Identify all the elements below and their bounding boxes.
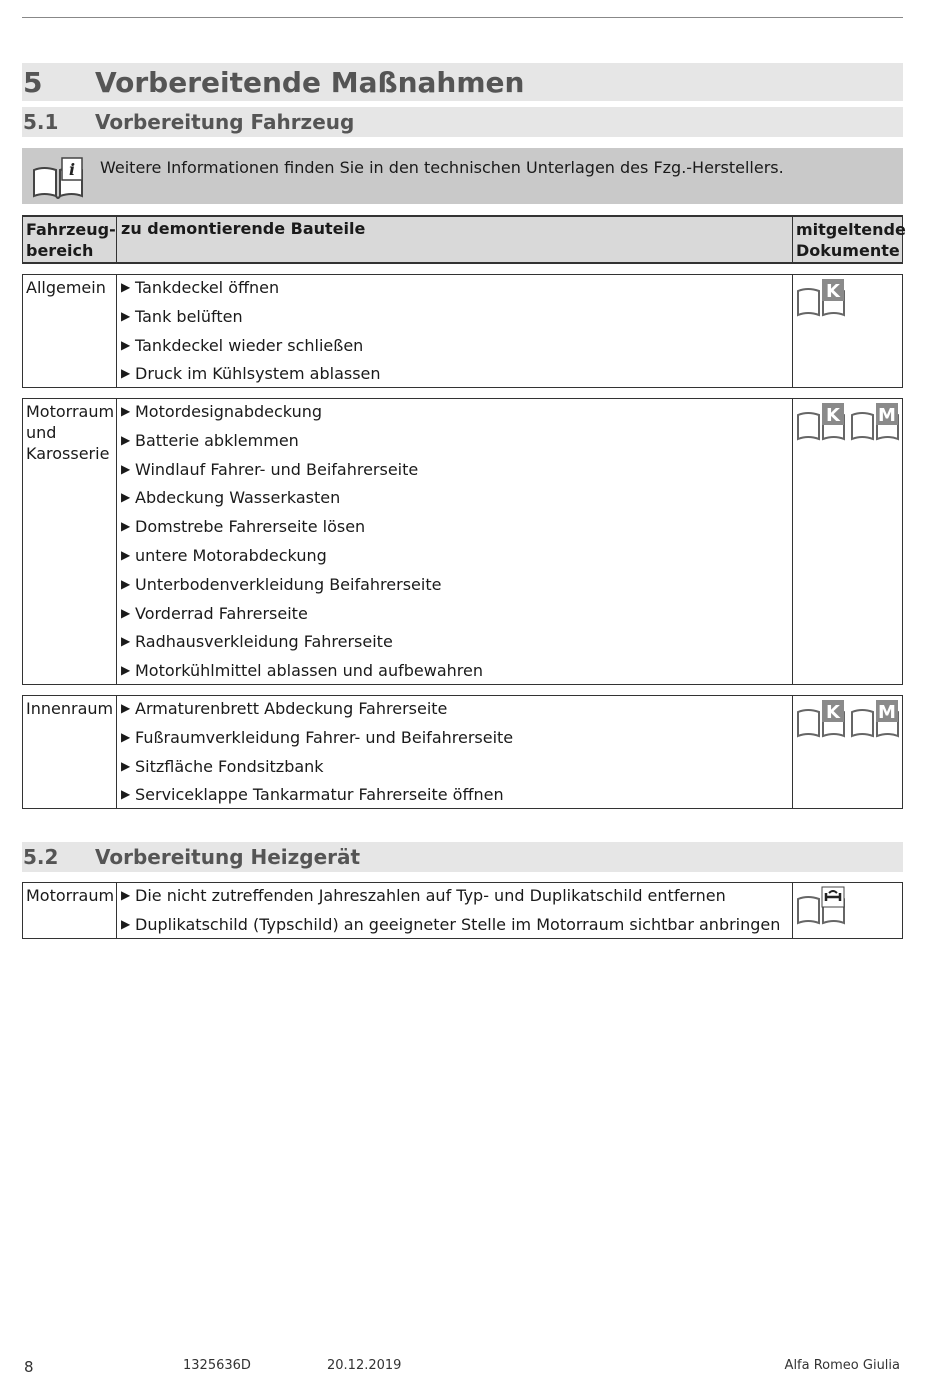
subsection-title: Vorbereitung Heizgerät	[95, 845, 361, 869]
row-area: Innenraum	[23, 696, 117, 808]
bullet-arrow-icon: ▶	[121, 547, 131, 562]
list-item	[121, 363, 792, 392]
item-text: Duplikatschild (Typschild) an geeigneter Stelle im Motorraum sichtbar anbringen	[135, 914, 781, 934]
doc-letter: K	[826, 405, 840, 426]
top-rule	[22, 17, 903, 18]
list-item	[121, 487, 792, 516]
subsection-title: Vorbereitung Fahrzeug	[95, 110, 355, 134]
subsection-number: 5.1	[23, 110, 59, 134]
bullet-arrow-icon: ▶	[121, 461, 131, 476]
bullet-arrow-icon: ▶	[121, 758, 131, 773]
document-date: 20.12.2019	[327, 1358, 402, 1373]
list-item	[121, 306, 792, 335]
list-item	[121, 756, 792, 785]
doc-letter: K	[826, 702, 840, 723]
row-area: Allgemein	[23, 275, 117, 387]
row-docs	[793, 399, 902, 684]
doc-letter: K	[826, 281, 840, 302]
item-text: Windlauf Fahrer- und Beifahrerseite	[135, 459, 419, 479]
bullet-arrow-icon: ▶	[121, 519, 131, 534]
list-item	[121, 603, 792, 632]
item-text: Tankdeckel öffnen	[135, 278, 280, 297]
item-text: Tankdeckel wieder schließen	[135, 335, 364, 355]
list-item	[121, 459, 792, 488]
list-item	[121, 885, 792, 914]
list-item	[121, 516, 792, 545]
subsection-number: 5.2	[23, 845, 59, 869]
item-text: untere Motorabdeckung	[135, 545, 327, 565]
row-area: Motorraum	[23, 883, 117, 938]
bullet-arrow-icon: ▶	[121, 490, 131, 505]
table-row	[22, 398, 903, 685]
doc-letter: M	[878, 405, 896, 426]
manual-m-icon	[850, 698, 900, 740]
item-text: Die nicht zutreffenden Jahreszahlen auf Typ- und Duplikatschild entfernen	[135, 886, 726, 905]
table-header	[22, 215, 906, 264]
bullet-arrow-icon: ▶	[121, 787, 131, 802]
row-docs	[793, 883, 902, 938]
list-item	[121, 727, 792, 756]
row-area: Motorraum und Karosserie	[23, 399, 117, 684]
bullet-arrow-icon: ▶	[121, 432, 131, 447]
manual-m-icon	[850, 401, 900, 443]
bullet-arrow-icon: ▶	[121, 663, 131, 678]
doc-letter: M	[878, 702, 896, 723]
item-text: Armaturenbrett Abdeckung Fahrerseite	[135, 699, 448, 718]
list-item	[121, 914, 792, 943]
page-number: 8	[24, 1358, 34, 1376]
row-docs	[793, 275, 902, 387]
list-item	[121, 784, 792, 813]
list-item	[121, 277, 792, 306]
section-heading	[22, 63, 903, 101]
item-text: Motordesignabdeckung	[135, 402, 322, 421]
bullet-arrow-icon: ▶	[121, 729, 131, 744]
list-item	[121, 401, 792, 430]
list-item	[121, 335, 792, 364]
item-text: Tank belüften	[135, 306, 243, 326]
list-item	[121, 660, 792, 689]
list-item	[121, 574, 792, 603]
table-row	[22, 274, 903, 388]
bullet-arrow-icon: ▶	[121, 888, 131, 902]
bullet-arrow-icon: ▶	[121, 701, 131, 715]
bullet-arrow-icon: ▶	[121, 916, 131, 931]
row-items	[117, 399, 793, 684]
list-item	[121, 698, 792, 727]
bullet-arrow-icon: ▶	[121, 404, 131, 418]
note-text: Weitere Informationen finden Sie in den technischen Unterlagen des Fzg.-Herstellers.	[100, 158, 784, 177]
row-items	[117, 275, 793, 387]
svg-text:i: i	[68, 160, 76, 179]
table-row	[22, 882, 903, 939]
item-text: Unterbodenverkleidung Beifahrerseite	[135, 574, 442, 594]
info-book-icon	[32, 156, 84, 200]
item-text: Druck im Kühlsystem ablassen	[135, 364, 381, 384]
bullet-arrow-icon: ▶	[121, 337, 131, 352]
header-docs: mitgeltende Dokumente	[796, 220, 906, 260]
bullet-arrow-icon: ▶	[121, 308, 131, 323]
item-text: Domstrebe Fahrerseite lösen	[135, 517, 366, 537]
subsection-heading-1	[22, 107, 903, 137]
header-area: Fahrzeug- bereich	[23, 217, 117, 262]
item-text: Motorkühlmittel ablassen und aufbewahren	[135, 661, 483, 681]
item-text: Batterie abklemmen	[135, 430, 299, 450]
row-docs	[793, 696, 902, 808]
bullet-arrow-icon: ▶	[121, 576, 131, 591]
manual-k-icon	[796, 277, 846, 319]
item-text: Radhausverkleidung Fahrerseite	[135, 632, 393, 652]
row-items	[117, 696, 793, 808]
item-text: Vorderrad Fahrerseite	[135, 603, 308, 623]
manual-k-icon	[796, 698, 846, 740]
table-row	[22, 695, 903, 809]
item-text: Abdeckung Wasserkasten	[135, 488, 341, 508]
section-number: 5	[23, 65, 43, 99]
row-items	[117, 883, 793, 938]
manual-k-icon	[796, 401, 846, 443]
section-title: Vorbereitende Maßnahmen	[95, 65, 525, 99]
bullet-arrow-icon: ▶	[121, 634, 131, 649]
document-number: 1325636D	[183, 1358, 251, 1373]
vehicle-model: Alfa Romeo Giulia	[784, 1358, 900, 1373]
list-item	[121, 631, 792, 660]
bullet-arrow-icon: ▶	[121, 280, 131, 294]
heater-manual-icon	[796, 885, 846, 927]
header-parts: zu demontierende Bauteile	[117, 217, 793, 262]
subsection-heading-2	[22, 842, 903, 872]
item-text: Serviceklappe Tankarmatur Fahrerseite öffnen	[135, 785, 504, 805]
bullet-arrow-icon: ▶	[121, 605, 131, 620]
bullet-arrow-icon: ▶	[121, 366, 131, 381]
item-text: Sitzfläche Fondsitzbank	[135, 756, 324, 776]
info-note	[22, 148, 903, 204]
list-item	[121, 545, 792, 574]
list-item	[121, 430, 792, 459]
item-text: Fußraumverkleidung Fahrer- und Beifahrerseite	[135, 727, 514, 747]
